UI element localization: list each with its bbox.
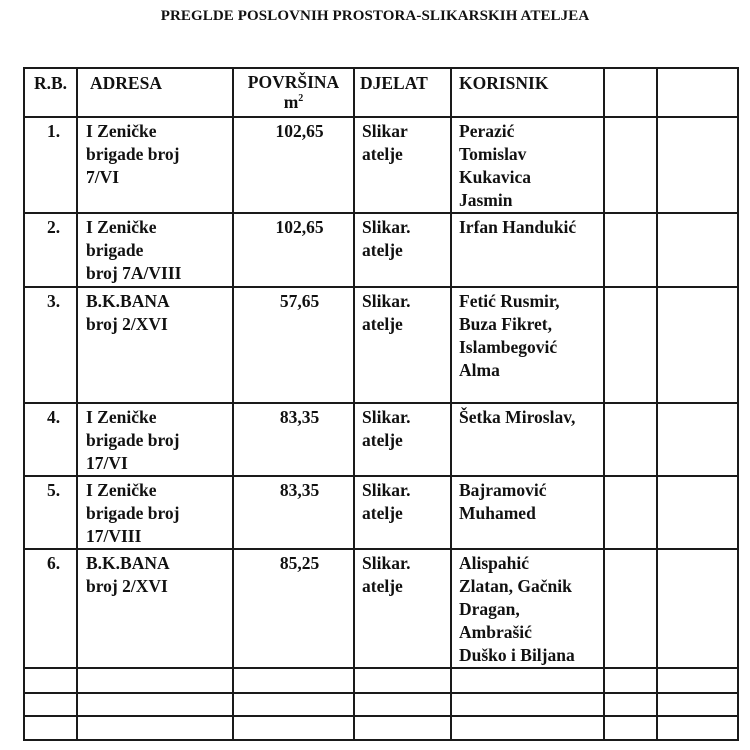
cell-rb: 6. bbox=[24, 549, 77, 668]
header-povrsina bbox=[233, 68, 354, 117]
empty-cell bbox=[451, 668, 604, 693]
cell-adresa: I Zeničke brigade broj 7/VI bbox=[77, 117, 233, 213]
header-extra-1 bbox=[604, 68, 657, 117]
cell-rb: 5. bbox=[24, 476, 77, 549]
cell-povrsina: 102,65 bbox=[233, 117, 354, 213]
header-korisnik: KORISNIK bbox=[451, 68, 604, 117]
table-row bbox=[24, 476, 738, 549]
cell-djelat: Slikar. atelje bbox=[354, 213, 451, 287]
cell-rb: 4. bbox=[24, 403, 77, 476]
cell-extra-1 bbox=[604, 403, 657, 476]
cell-adresa: B.K.BANA broj 2/XVI bbox=[77, 549, 233, 668]
empty-cell bbox=[24, 668, 77, 693]
empty-row bbox=[24, 716, 738, 740]
cell-adresa: I Zeničke brigade broj 17/VI bbox=[77, 403, 233, 476]
empty-cell bbox=[451, 693, 604, 716]
cell-korisnik: Šetka Miroslav, bbox=[451, 403, 604, 476]
cell-extra-1 bbox=[604, 476, 657, 549]
empty-cell bbox=[233, 693, 354, 716]
cell-korisnik: Alispahić Zlatan, Gačnik Dragan, Ambrašić Duško i Biljana bbox=[451, 549, 604, 668]
empty-cell bbox=[451, 716, 604, 740]
cell-djelat: Slikar. atelje bbox=[354, 287, 451, 403]
header-djelat: DJELAT bbox=[354, 68, 451, 117]
cell-extra-1 bbox=[604, 117, 657, 213]
cell-extra-2 bbox=[657, 403, 738, 476]
empty-row bbox=[24, 668, 738, 693]
empty-cell bbox=[233, 668, 354, 693]
table-row bbox=[24, 287, 738, 403]
empty-cell bbox=[657, 716, 738, 740]
table-row bbox=[24, 213, 738, 287]
empty-cell bbox=[604, 693, 657, 716]
table-row bbox=[24, 549, 738, 668]
premises-table bbox=[23, 67, 739, 741]
cell-korisnik: Perazić Tomislav Kukavica Jasmin bbox=[451, 117, 604, 213]
cell-rb: 2. bbox=[24, 213, 77, 287]
cell-povrsina: 83,35 bbox=[233, 476, 354, 549]
cell-rb: 3. bbox=[24, 287, 77, 403]
cell-korisnik: Bajramović Muhamed bbox=[451, 476, 604, 549]
header-adresa: ADRESA bbox=[77, 68, 233, 117]
cell-korisnik: Irfan Handukić bbox=[451, 213, 604, 287]
empty-cell bbox=[24, 693, 77, 716]
cell-djelat: Slikar. atelje bbox=[354, 403, 451, 476]
document-title: PREGLDE POSLOVNIH PROSTORA-SLIKARSKIH ATELJEA bbox=[160, 8, 590, 24]
header-extra-2 bbox=[657, 68, 738, 117]
empty-cell bbox=[604, 668, 657, 693]
cell-povrsina: 83,35 bbox=[233, 403, 354, 476]
empty-cell bbox=[604, 716, 657, 740]
cell-extra-2 bbox=[657, 549, 738, 668]
table-row bbox=[24, 403, 738, 476]
cell-extra-2 bbox=[657, 287, 738, 403]
cell-extra-1 bbox=[604, 287, 657, 403]
cell-extra-2 bbox=[657, 213, 738, 287]
header-rb: R.B. bbox=[24, 68, 77, 117]
header-row bbox=[24, 68, 738, 117]
header-povrsina-unit-sup: 2 bbox=[298, 93, 304, 105]
cell-adresa: B.K.BANA broj 2/XVI bbox=[77, 287, 233, 403]
empty-cell bbox=[233, 716, 354, 740]
cell-rb: 1. bbox=[24, 117, 77, 213]
empty-cell bbox=[657, 668, 738, 693]
cell-extra-1 bbox=[604, 549, 657, 668]
cell-extra-2 bbox=[657, 476, 738, 549]
header-povrsina-unit: m bbox=[283, 92, 299, 112]
table-row bbox=[24, 117, 738, 213]
cell-djelat: Slikar. atelje bbox=[354, 476, 451, 549]
cell-korisnik: Fetić Rusmir, Buza Fikret, Islambegović Alma bbox=[451, 287, 604, 403]
cell-adresa: I Zeničke brigade broj 17/VIII bbox=[77, 476, 233, 549]
cell-adresa: I Zeničke brigade broj 7A/VIII bbox=[77, 213, 233, 287]
cell-povrsina: 57,65 bbox=[233, 287, 354, 403]
cell-povrsina: 102,65 bbox=[233, 213, 354, 287]
empty-cell bbox=[77, 693, 233, 716]
empty-cell bbox=[24, 716, 77, 740]
empty-cell bbox=[354, 716, 451, 740]
cell-extra-2 bbox=[657, 117, 738, 213]
cell-povrsina: 85,25 bbox=[233, 549, 354, 668]
cell-extra-1 bbox=[604, 213, 657, 287]
empty-cell bbox=[354, 693, 451, 716]
cell-djelat: Slikar. atelje bbox=[354, 549, 451, 668]
empty-cell bbox=[657, 693, 738, 716]
empty-cell bbox=[77, 716, 233, 740]
empty-cell bbox=[354, 668, 451, 693]
header-povrsina-label: POVRŠINA bbox=[247, 72, 340, 92]
empty-row bbox=[24, 693, 738, 716]
empty-cell bbox=[77, 668, 233, 693]
cell-djelat: Slikar atelje bbox=[354, 117, 451, 213]
